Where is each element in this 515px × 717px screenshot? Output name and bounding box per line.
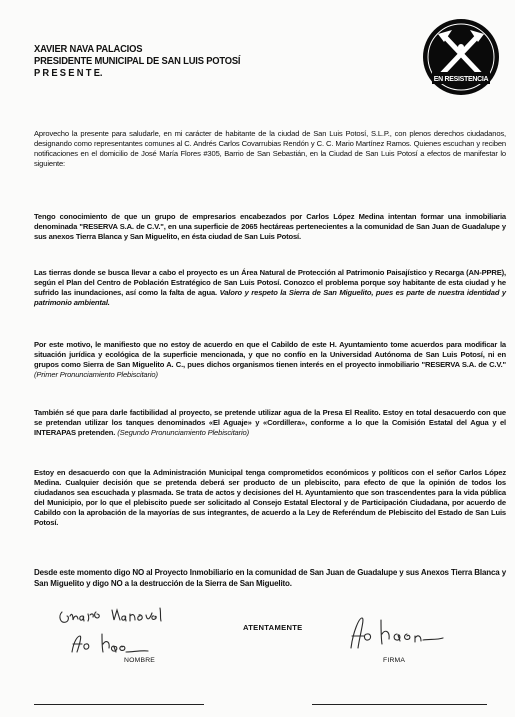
paragraph-final-statement: Desde este momento digo NO al Proyecto Inmobiliario en la comunidad de San Juan de Guadalupe y sus Anexos Tierra Blanca y San Miguelito y digo NO a la destrucción de la Sierra de San Miguelito. (34, 568, 506, 588)
second-pronouncement-text: También sé que para darle factibilidad al proyecto, se pretende utilizar agua de la Presa El Realito. Estoy en total desacuerdo con que se pretendan utilizar los tanques denominados «El Aguaje» y «Cordillera», conforme a lo que la Comisión Estatal del Agua y el INTERAPAS pretenden. (34, 408, 506, 438)
presente-line: P R E S E N T E. (34, 68, 103, 79)
firma-label: FIRMA (383, 657, 406, 664)
protected-area-italic: Valoro y respeto la Sierra de San Miguelito, pues es parte de nuestra identidad y patrimonio ambiental. (34, 288, 507, 308)
protected-area-text: Las tierras donde se busca llevar a cabo el proyecto es un Área Natural de Protección al Patrimonio Paisajístico y Recarga (AN-PPRE), según el Plan del Centro de Población Estratégico de San Luis Potosí. Conozco el problema porque soy habitante de esta ciudad y he sufrido las inundaciones, así como la falta de agua. (34, 268, 506, 298)
paragraph-protected-area (34, 268, 506, 308)
paragraph-knowledge: Tengo conocimiento de que un grupo de empresarios encabezados por Carlos López Medina intentan formar una inmobiliaria denominada "RESERVA S.A. de C.V.", en una superficie de 2065 hectáreas pertenecientes a la comunidad de San Juan de Guadalupe y sus anexos Tierra Blanca y San Miguelito, en ésta ciudad de San Luis Potosí. (34, 212, 506, 242)
first-pronouncement-text: Por este motivo, le manifiesto que no estoy de acuerdo en que el Cabildo de este H. Ayuntamiento tome acuerdos para modificar la situación jurídica y ecológica de la superficie mencionada, y que no confío en la Universidad Autónoma de San Luis Potosí, ni en grupos como Sierra de San Miguelito A. C., pues dichos organismos tienen interés en el proyecto inmobiliario "RESERVA S.A. de C.V." (34, 340, 506, 370)
paragraph-greeting: Aprovecho la presente para saludarle, en mi carácter de habitante de la ciudad de San Luis Potosí, S.L.P., con plenos derechos ciudadanos, designando como representantes comunes al C. Andrés Carlos Covarrubias Rendón y C. C. Mario Martínez Ramos. Quienes escuchan y reciben notificaciones en el domicilio de José María Flores #305, Barrio de San Sebastián, en la Ciudad de San Luis Potosí a efectos de manifestar lo siguiente: (34, 129, 506, 169)
recipient-name: XAVIER NAVA PALACIOS (34, 44, 143, 55)
crossed-tools-emblem-icon (420, 16, 502, 98)
atentamente-label: ATENTAMENTE (243, 623, 303, 632)
logo-text: EN RESISTENCIA (433, 76, 489, 83)
handwritten-signature (345, 604, 465, 654)
firma-signature-line (312, 704, 487, 705)
name-signature-line (34, 704, 204, 705)
recipient-title: PRESIDENTE MUNICIPAL DE SAN LUIS POTOSÍ (34, 56, 241, 67)
handwritten-name (56, 602, 186, 660)
paragraph-first-pronouncement (34, 340, 506, 380)
paragraph-plebiscite: Estoy en desacuerdo con que la Administración Municipal tenga comprometidos económicos y políticos con el señor Carlos López Medina. Cualquier decisión que se pretenda deberá ser producto de un plebiscito, para efecto de que la opinión de todos los ciudadanos sea escuchada y plasmada. Se trata de actos y decisiones del H. Ayuntamiento que son trascendentes para la vida pública del Municipio, por lo que el plebiscito puede ser solicitado al Consejo Estatal Electoral y de Participación Ciudadana, por acuerdo de Cabildo con la aprobación de la mayorías de sus integrantes, de acuerdo a la Ley de Referéndum de Plebiscito del Estado de San Luis Potosí. (34, 468, 506, 528)
recipient-header (34, 44, 240, 80)
first-pronouncement-note: (Primer Pronunciamiento Plebiscitario) (34, 370, 158, 380)
second-pronouncement-note: (Segundo Pronunciamiento Plebiscitario) (117, 428, 249, 438)
nombre-label: NOMBRE (124, 657, 156, 664)
paragraph-second-pronouncement (34, 408, 506, 438)
